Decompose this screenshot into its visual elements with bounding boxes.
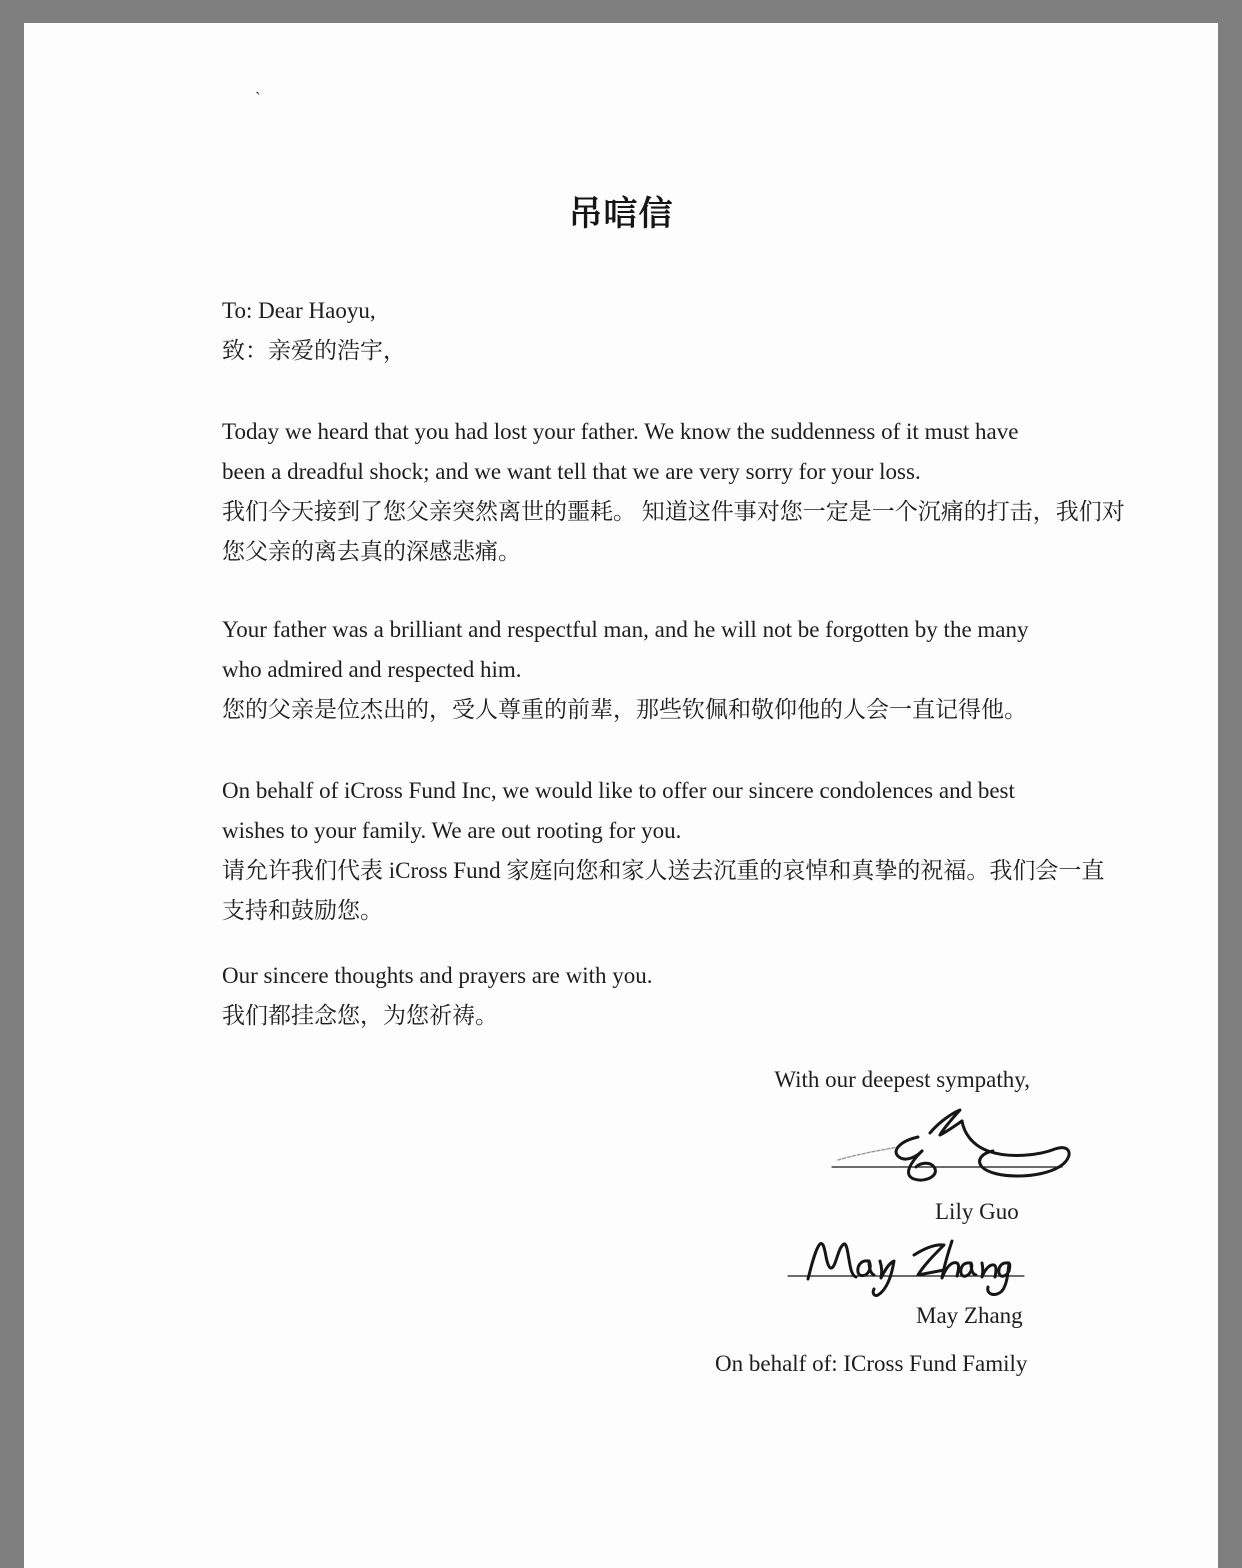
paragraph-1 — [222, 412, 1125, 572]
paragraph-line: Our sincere thoughts and prayers are with you. — [222, 963, 653, 988]
paragraph-line: wishes to your family. We are out rooting for you. — [222, 818, 682, 843]
salutation-en: To: Dear Haoyu, — [222, 298, 376, 323]
paragraph-line: 您父亲的离去真的深感悲痛。 — [222, 539, 521, 564]
paragraph-line: 支持和鼓励您。 — [222, 898, 383, 923]
paragraph-line: who admired and respected him. — [222, 657, 522, 682]
letter-title: 吊唁信 — [568, 196, 674, 233]
paragraph-4 — [222, 956, 653, 1036]
salutation-block — [222, 291, 406, 371]
paragraph-2 — [222, 610, 1029, 730]
on-behalf-line: On behalf of: ICross Fund Family — [715, 1351, 1028, 1376]
lily-guo-signature-icon — [830, 1105, 1075, 1195]
scan-artifact-mark: ‵ — [254, 88, 263, 109]
paragraph-line: been a dreadful shock; and we want tell that we are very sorry for your loss. — [222, 459, 921, 484]
paragraph-line: 请允许我们代表 iCross Fund 家庭向您和家人送去沉重的哀悼和真挚的祝福。我们会一直 — [222, 858, 1105, 883]
paragraph-line: 我们都挂念您，为您祈祷。 — [222, 1003, 498, 1028]
scanned-letter-page — [24, 23, 1218, 1568]
paragraph-line: 我们今天接到了您父亲突然离世的噩耗。 知道这件事对您一定是一个沉痛的打击，我们对 — [222, 499, 1125, 524]
salutation-zh: 致：亲爱的浩宇， — [222, 338, 406, 363]
paragraph-3 — [222, 771, 1104, 931]
lily-guo-name: Lily Guo — [935, 1199, 1019, 1224]
paragraph-line: 您的父亲是位杰出的，受人尊重的前辈，那些钦佩和敬仰他的人会一直记得他。 — [222, 697, 1027, 722]
paragraph-line: Your father was a brilliant and respectful man, and he will not be forgotten by the many — [222, 617, 1029, 642]
closing-line: With our deepest sympathy, — [774, 1067, 1030, 1092]
may-zhang-name: May Zhang — [916, 1303, 1023, 1328]
paragraph-line: Today we heard that you had lost your father. We know the suddenness of it must have — [222, 419, 1019, 444]
paragraph-line: On behalf of iCross Fund Inc, we would like to offer our sincere condolences and best — [222, 778, 1015, 803]
